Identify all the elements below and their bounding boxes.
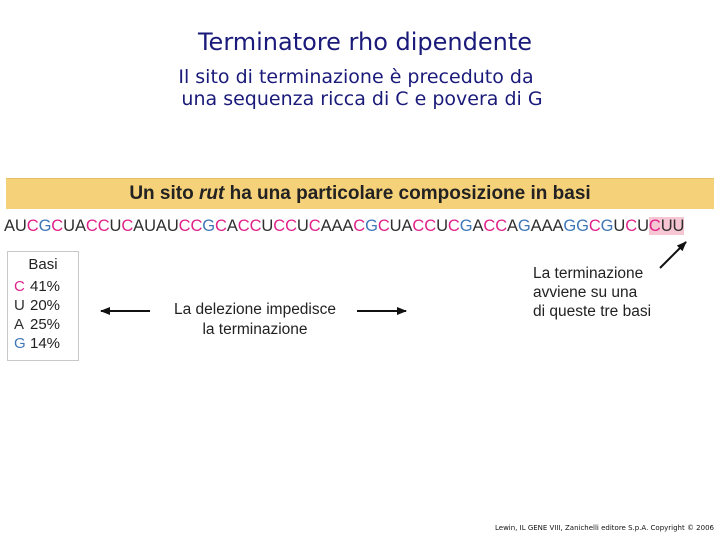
nucleotide-c: C: [285, 217, 297, 235]
nucleotide-a: A: [541, 217, 553, 235]
nucleotide-g: G: [202, 217, 216, 235]
nucleotide-c: C: [308, 217, 321, 235]
nucleotide-g: G: [563, 217, 577, 235]
nucleotide-c: C: [178, 217, 191, 235]
nucleotide-c: C: [495, 217, 508, 235]
nucleotide-g: G: [38, 217, 52, 235]
nucleotide-c: C: [97, 217, 110, 235]
nucleotide-a: A: [74, 217, 86, 235]
nucleotide-c: C: [215, 217, 227, 235]
nucleotide-c: C: [237, 217, 250, 235]
termination-label: [533, 264, 693, 321]
nucleotide-g: G: [459, 217, 473, 235]
slide-title: Terminatore rho dipendente: [197, 28, 533, 56]
termination-label-line-1: La terminazione: [533, 265, 644, 282]
base-composition-title: Basi: [28, 256, 58, 273]
nucleotide-u: U: [613, 217, 626, 235]
figure-header-text-after: ha una particolare composizione in basi: [229, 183, 591, 204]
nucleotide-c: C: [412, 217, 425, 235]
nucleotide-u: U: [436, 217, 448, 235]
nucleotide-u: U: [660, 217, 673, 235]
base-percent: 20%: [30, 297, 61, 314]
base-percent: 41%: [30, 278, 61, 295]
nucleotide-u: U: [63, 217, 75, 235]
nucleotide-a: A: [552, 217, 564, 235]
base-letter: G: [14, 335, 26, 352]
nucleotide-u: U: [296, 217, 309, 235]
deletion-label: [150, 300, 360, 340]
nucleotide-u: U: [14, 217, 27, 235]
nucleotide-u: U: [672, 217, 685, 235]
nucleotide-c: C: [625, 217, 638, 235]
nucleotide-u: U: [144, 217, 156, 235]
nucleotide-c: C: [424, 217, 437, 235]
base-letter: A: [14, 316, 25, 333]
nucleotide-u: U: [389, 217, 402, 235]
nucleotide-a: A: [133, 217, 145, 235]
nucleotide-u: U: [166, 217, 179, 235]
nucleotide-g: G: [365, 217, 378, 235]
nucleotide-a: A: [530, 217, 542, 235]
deletion-label-line-1: La delezione impedisce: [174, 301, 336, 318]
nucleotide-c: C: [26, 217, 39, 235]
nucleotide-c: C: [273, 217, 286, 235]
nucleotide-c: C: [483, 217, 496, 235]
termination-label-line-3: di queste tre basi: [533, 303, 652, 320]
nucleotide-c: C: [588, 217, 601, 235]
base-percent: 14%: [30, 335, 61, 352]
nucleotide-c: C: [51, 217, 64, 235]
nucleotide-c: C: [121, 217, 134, 235]
nucleotide-a: A: [226, 217, 238, 235]
nucleotide-a: A: [507, 217, 518, 235]
nucleotide-u: U: [109, 217, 122, 235]
nucleotide-c: C: [377, 217, 390, 235]
subtitle-line-2: una sequenza ricca di C e povera di G: [181, 88, 543, 110]
nucleotide-c: C: [85, 217, 98, 235]
subtitle-line-1: Il sito di terminazione è preceduto da: [178, 66, 534, 88]
nucleotide-g: G: [576, 217, 589, 235]
nucleotide-a: A: [155, 217, 167, 235]
nucleotide-g: G: [517, 217, 531, 235]
nucleotide-a: A: [342, 217, 354, 235]
figure-header-rut: rut: [198, 183, 225, 204]
base-percent: 25%: [30, 316, 61, 333]
nucleotide-c: C: [648, 217, 661, 235]
nucleotide-a: A: [4, 217, 15, 235]
nucleotide-a: A: [472, 217, 484, 235]
nucleotide-u: U: [261, 217, 274, 235]
termination-label-line-2: avviene su una: [533, 284, 638, 301]
nucleotide-c: C: [249, 217, 262, 235]
nucleotide-c: C: [353, 217, 366, 235]
nucleotide-a: A: [331, 217, 343, 235]
nucleotide-c: C: [190, 217, 203, 235]
nucleotide-u: U: [637, 217, 649, 235]
base-letter: U: [14, 297, 25, 314]
nucleotide-a: A: [320, 217, 332, 235]
base-letter: C: [14, 278, 25, 295]
nucleotide-g: G: [600, 217, 614, 235]
nucleotide-c: C: [447, 217, 460, 235]
figure-header-text-before: Un sito: [129, 183, 194, 204]
nucleotide-a: A: [401, 217, 413, 235]
copyright: Lewin, IL GENE VIII, Zanichelli editore S.p.A. Copyright © 2006: [494, 524, 714, 532]
deletion-label-line-2: la terminazione: [202, 321, 308, 338]
